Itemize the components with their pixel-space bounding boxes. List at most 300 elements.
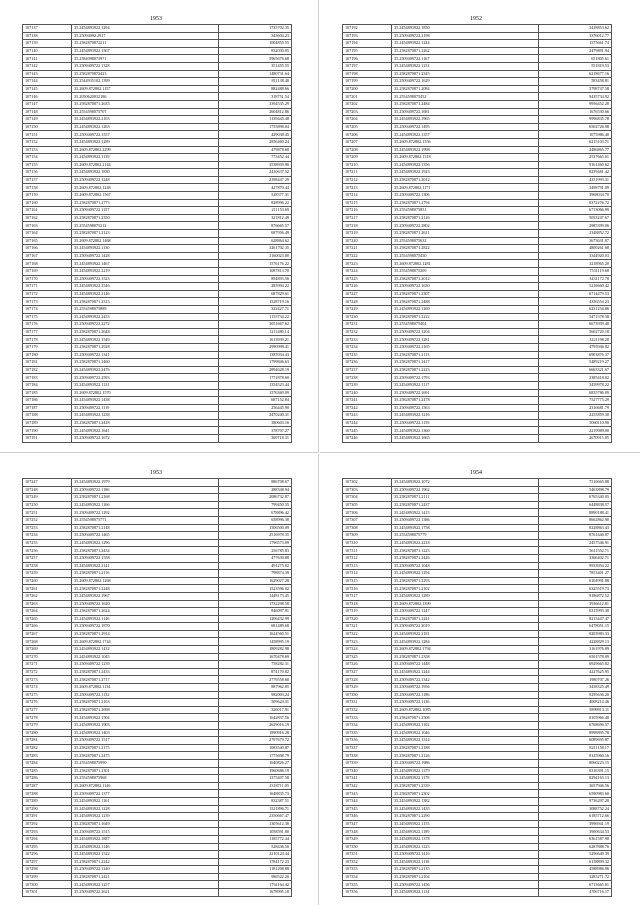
- table-row: [343, 843, 612, 851]
- table-row: [23, 699, 292, 707]
- table-row: [343, 305, 612, 313]
- table-row: [343, 775, 612, 783]
- value-cell: 1890916.28: [219, 729, 292, 737]
- coordinate-cell: 35.2582870871.2188: [392, 744, 539, 752]
- row-id-cell: 107215: [343, 199, 392, 207]
- coordinate-cell: 35.2454893922.1072: [392, 479, 539, 487]
- row-id-cell: 107234: [343, 343, 392, 351]
- coordinate-cell: 35.2454893922.1382: [392, 797, 539, 805]
- table-row: [23, 389, 292, 397]
- value-cell: 321812.49: [219, 214, 292, 222]
- value-cell: 8060223.15: [539, 759, 612, 767]
- table-row: [23, 290, 292, 298]
- value-cell: 583458.81: [539, 78, 612, 86]
- value-cell: 1185772.44: [219, 835, 292, 843]
- row-id-cell: 107156: [23, 169, 72, 177]
- value-cell: 1576369.09: [219, 389, 292, 397]
- row-id-cell: 107324: [343, 646, 392, 654]
- row-id-cell: 107196: [343, 55, 392, 63]
- page-title: 1953: [150, 16, 162, 22]
- value-cell: 986522.20: [219, 873, 292, 881]
- value-cell: 3344920.03: [539, 252, 612, 260]
- row-id-cell: 107230: [343, 313, 392, 321]
- value-cell: 6714479.53: [539, 290, 612, 298]
- coordinate-cell: 35.2554598075632: [392, 237, 539, 245]
- value-cell: 3366402.71: [539, 554, 612, 562]
- coordinate-cell: 35.2582870871.2506: [392, 714, 539, 722]
- row-id-cell: 107278: [23, 714, 72, 722]
- coordinate-cell: 35.2609.872802.1268: [72, 577, 219, 585]
- table-row: [23, 767, 292, 775]
- coordinate-cell: 35.2454893922.1403: [72, 729, 219, 737]
- value-cell: 6218677.16: [539, 70, 612, 78]
- coordinate-cell: 35.2554598075452: [392, 93, 539, 101]
- row-id-cell: 107283: [23, 752, 72, 760]
- value-cell: 2486865.77: [539, 146, 612, 154]
- table-row: [343, 646, 612, 654]
- table-row: [343, 298, 612, 306]
- value-cell: 6231254.86: [539, 305, 612, 313]
- table-row: [343, 184, 612, 192]
- table-row: [23, 600, 292, 608]
- coordinate-cell: 35.2454893922.1118: [392, 858, 539, 866]
- value-cell: 288348.94: [219, 486, 292, 494]
- value-cell: 6089695.87: [539, 737, 612, 745]
- row-id-cell: 107176: [23, 321, 72, 329]
- value-cell: 1642837.56: [219, 714, 292, 722]
- value-cell: 369718.31: [219, 435, 292, 443]
- coordinate-cell: 35.2582870871.2914: [72, 630, 219, 638]
- value-cell: 1528719.16: [219, 298, 292, 306]
- value-cell: 3221198.28: [539, 336, 612, 344]
- table-row: [23, 797, 292, 805]
- row-id-cell: 107309: [343, 532, 392, 540]
- table-row: [343, 554, 612, 562]
- table-row: [23, 684, 292, 692]
- table-row: [23, 169, 292, 177]
- row-id-cell: 107263: [23, 600, 72, 608]
- value-cell: 6501578.09: [539, 653, 612, 661]
- coordinate-cell: 35.2582870871.2928: [72, 343, 219, 351]
- value-cell: 3996941.19: [539, 820, 612, 828]
- coordinate-cell: 35.2582870871.2417: [392, 359, 539, 367]
- table-row: [343, 108, 612, 116]
- value-cell: 6765340.05: [539, 494, 612, 502]
- row-id-cell: 107336: [343, 737, 392, 745]
- page-title: 1954: [470, 470, 482, 476]
- row-id-cell: 107173: [23, 298, 72, 306]
- row-id-cell: 107174: [23, 305, 72, 313]
- row-id-cell: 107246: [343, 435, 392, 443]
- table-row: [23, 479, 292, 487]
- row-id-cell: 107198: [343, 70, 392, 78]
- value-cell: 6590983.60: [539, 790, 612, 798]
- coordinate-cell: 35.2582870872423: [72, 70, 219, 78]
- row-id-cell: 107229: [343, 305, 392, 313]
- value-cell: 5296649.39: [539, 851, 612, 859]
- table-row: [23, 336, 292, 344]
- coordinate-cell: 35.2509409722.1517: [72, 737, 219, 745]
- table-row: [343, 207, 612, 215]
- coordinate-cell: 35.2509409722.1119: [72, 404, 219, 412]
- coordinate-cell: 35.2609.872802.1134: [72, 684, 219, 692]
- coordinate-cell: 35.2509409722.2272: [72, 321, 219, 329]
- row-id-cell: 107308: [343, 524, 392, 532]
- table-row: [23, 516, 292, 524]
- value-cell: 2479891.94: [539, 47, 612, 55]
- row-id-cell: 107348: [343, 828, 392, 836]
- row-id-cell: 107212: [343, 176, 392, 184]
- coordinate-cell: 35.2609.872802.1556: [392, 138, 539, 146]
- row-id-cell: 107310: [343, 539, 392, 547]
- table-row: [343, 313, 612, 321]
- table-row: [343, 737, 612, 745]
- coordinate-cell: 35.2454893922.1131: [72, 381, 219, 389]
- table-row: [343, 169, 612, 177]
- coordinate-cell: 35.2582870871.2126: [392, 214, 539, 222]
- table-row: [343, 116, 612, 124]
- coordinate-cell: 35.2509409722.1136: [392, 699, 539, 707]
- table-row: [23, 820, 292, 828]
- table-row: [23, 714, 292, 722]
- table-row: [23, 524, 292, 532]
- coordinate-cell: 35.2454893922.1244: [392, 40, 539, 48]
- row-id-cell: 107141: [23, 55, 72, 63]
- page-title: 1952: [470, 16, 482, 22]
- value-cell: 687956.49: [219, 230, 292, 238]
- coordinate-cell: 35.2582870871.2242: [72, 858, 219, 866]
- table-row: [23, 93, 292, 101]
- table-row: [23, 509, 292, 517]
- table-row: [343, 176, 612, 184]
- table-row: [343, 608, 612, 616]
- row-id-cell: 107206: [343, 131, 392, 139]
- row-id-cell: 107339: [343, 759, 392, 767]
- coordinate-cell: 35.2509409722.1986: [392, 759, 539, 767]
- table-row: [23, 873, 292, 881]
- value-cell: 2385418.02: [539, 374, 612, 382]
- value-cell: 6287888.76: [539, 843, 612, 851]
- value-cell: 3431172.78: [539, 275, 612, 283]
- coordinate-cell: 35.2509409722.1672: [72, 435, 219, 443]
- row-id-cell: 107297: [23, 858, 72, 866]
- page-top-left: [0, 0, 319, 453]
- coordinate-cell: 35.2554598075212: [72, 222, 219, 230]
- table-row: [23, 623, 292, 631]
- coordinate-cell: 35.2582870871.2437: [392, 501, 539, 509]
- value-cell: 876665.57: [219, 222, 292, 230]
- row-id-cell: 107250: [23, 501, 72, 509]
- table-row: [23, 668, 292, 676]
- value-cell: 3160023.80: [219, 252, 292, 260]
- row-id-cell: 107159: [23, 192, 72, 200]
- value-cell: 3376012.77: [539, 32, 612, 40]
- value-cell: 2990998.41: [219, 343, 292, 351]
- coordinate-cell: 35.2454893922.1178: [392, 775, 539, 783]
- value-cell: 4588986.96: [539, 866, 612, 874]
- row-id-cell: 107314: [343, 570, 392, 578]
- row-id-cell: 107192: [343, 25, 392, 33]
- coordinate-cell: 35.2582870871.2175: [72, 744, 219, 752]
- value-cell: 2316681.79: [539, 404, 612, 412]
- row-id-cell: 107332: [343, 706, 392, 714]
- value-cell: 1083540.87: [219, 744, 292, 752]
- row-id-cell: 107154: [23, 154, 72, 162]
- value-cell: 2219989.00: [539, 427, 612, 435]
- table-row: [343, 131, 612, 139]
- coordinate-cell: 35.2454893922.1263: [72, 123, 219, 131]
- row-id-cell: 107300: [23, 881, 72, 889]
- coordinate-cell: 35.2554598075779: [392, 532, 539, 540]
- coordinate-cell: 35.2509409722.1523: [72, 275, 219, 283]
- row-id-cell: 107239: [343, 381, 392, 389]
- row-id-cell: 107303: [343, 486, 392, 494]
- coordinate-cell: 35.2609.872802.1318: [392, 154, 539, 162]
- value-cell: 681489.68: [219, 623, 292, 631]
- value-cell: 9736297.28: [539, 797, 612, 805]
- table-row: [23, 404, 292, 412]
- row-id-cell: 107142: [23, 62, 72, 70]
- table-row: [343, 245, 612, 253]
- value-cell: 3261702.35: [219, 245, 292, 253]
- row-id-cell: 107178: [23, 336, 72, 344]
- coordinate-cell: 35.2509409722.2802: [392, 222, 539, 230]
- row-id-cell: 107209: [343, 154, 392, 162]
- value-cell: 8761446.07: [539, 532, 612, 540]
- value-cell: 7527775.29: [539, 397, 612, 405]
- value-cell: 1385934.43: [219, 351, 292, 359]
- row-id-cell: 107175: [23, 313, 72, 321]
- table-row: [343, 374, 612, 382]
- value-cell: 6316391.15: [539, 767, 612, 775]
- table-row: [23, 737, 292, 745]
- value-cell: 4706716.17: [539, 889, 612, 897]
- row-id-cell: 107184: [23, 381, 72, 389]
- row-id-cell: 107226: [343, 283, 392, 291]
- row-id-cell: 107288: [23, 790, 72, 798]
- row-id-cell: 107349: [343, 835, 392, 843]
- value-cell: 9933954.22: [539, 562, 612, 570]
- row-id-cell: 107342: [343, 782, 392, 790]
- value-cell: 7531119.68: [539, 268, 612, 276]
- coordinate-cell: 35.2582870871.2123: [72, 230, 219, 238]
- row-id-cell: 107293: [23, 828, 72, 836]
- row-id-cell: 107255: [23, 539, 72, 547]
- table-row: [23, 305, 292, 313]
- value-cell: 1629027.28: [219, 577, 292, 585]
- table-row: [23, 184, 292, 192]
- coordinate-cell: 35.2454893922.1830: [72, 169, 219, 177]
- coordinate-cell: 35.2582870871.2301: [72, 767, 219, 775]
- table-row: [23, 268, 292, 276]
- table-row: [23, 486, 292, 494]
- table-row: [23, 32, 292, 40]
- row-id-cell: 107270: [23, 653, 72, 661]
- value-cell: 5899913.11: [539, 706, 612, 714]
- row-id-cell: 107225: [343, 275, 392, 283]
- coordinate-cell: 35.2582870871.2358: [392, 653, 539, 661]
- value-cell: 1480731.64: [219, 70, 292, 78]
- table-row: [343, 623, 612, 631]
- coordinate-cell: 35.2454893922.2181: [392, 630, 539, 638]
- row-id-cell: 107203: [343, 108, 392, 116]
- coordinate-cell: 35.2454893922.1522: [72, 851, 219, 859]
- table-row: [23, 123, 292, 131]
- table-row: [23, 435, 292, 443]
- coordinate-cell: 35.2609.872802.1171: [392, 184, 539, 192]
- value-cell: 491275.02: [219, 562, 292, 570]
- value-cell: 3968034.70: [539, 192, 612, 200]
- row-id-cell: 107262: [23, 592, 72, 600]
- table-row: [23, 366, 292, 374]
- value-cell: 2348852.72: [539, 230, 612, 238]
- value-cell: 1613939.21: [219, 336, 292, 344]
- row-id-cell: 107329: [343, 684, 392, 692]
- row-id-cell: 107210: [343, 161, 392, 169]
- coordinate-cell: 35.2454893922.1257: [72, 881, 219, 889]
- row-id-cell: 107335: [343, 729, 392, 737]
- row-id-cell: 107327: [343, 668, 392, 676]
- coordinate-cell: 35.2509409722.1186: [72, 486, 219, 494]
- data-table: [342, 478, 612, 897]
- table-row: [23, 706, 292, 714]
- row-id-cell: 107296: [23, 851, 72, 859]
- coordinate-cell: 35.2582870871.2484: [392, 100, 539, 108]
- coordinate-cell: 35.2454893922.1161: [72, 797, 219, 805]
- value-cell: 1155734.22: [219, 313, 292, 321]
- row-id-cell: 107317: [343, 592, 392, 600]
- coordinate-cell: 35.2509409722.1204: [392, 328, 539, 336]
- table-row: [23, 661, 292, 669]
- value-cell: 211153.69: [219, 207, 292, 215]
- table-row: [23, 116, 292, 124]
- value-cell: 887962.85: [219, 684, 292, 692]
- value-cell: 7853401.27: [539, 570, 612, 578]
- coordinate-cell: 35.2454893922.1289: [72, 138, 219, 146]
- value-cell: 5602720.18: [539, 328, 612, 336]
- value-cell: 1980707.26: [539, 676, 612, 684]
- value-cell: 6713665.01: [539, 881, 612, 889]
- table-row: [23, 851, 292, 859]
- row-id-cell: 107272: [23, 668, 72, 676]
- value-cell: 9161460.62: [539, 161, 612, 169]
- table-row: [343, 78, 612, 86]
- value-cell: 256445.90: [219, 404, 292, 412]
- table-row: [23, 275, 292, 283]
- row-id-cell: 107220: [343, 237, 392, 245]
- row-id-cell: 107337: [343, 744, 392, 752]
- row-id-cell: 107227: [343, 290, 392, 298]
- row-id-cell: 107258: [23, 562, 72, 570]
- coordinate-cell: 35.2609.872802.1399: [392, 600, 539, 608]
- table-row: [343, 47, 612, 55]
- value-cell: 2797679.72: [219, 737, 292, 745]
- row-id-cell: 107208: [343, 146, 392, 154]
- coordinate-cell: 35.2582870871.2148: [72, 524, 219, 532]
- row-id-cell: 107266: [23, 623, 72, 631]
- table-row: [343, 532, 612, 540]
- coordinate-cell: 35.2454893922.1504: [72, 714, 219, 722]
- value-cell: 2894628.19: [219, 366, 292, 374]
- table-row: [23, 615, 292, 623]
- coordinate-cell: 35.2554598075450: [392, 252, 539, 260]
- table-row: [343, 138, 612, 146]
- row-id-cell: 107306: [343, 509, 392, 517]
- value-cell: 3459978.22: [539, 381, 612, 389]
- value-cell: 1796573.09: [219, 539, 292, 547]
- row-id-cell: 107167: [23, 252, 72, 260]
- row-id-cell: 107340: [343, 767, 392, 775]
- value-cell: 2350667.47: [219, 813, 292, 821]
- coordinate-cell: 35.2454893922.1887: [72, 835, 219, 843]
- row-id-cell: 107318: [343, 600, 392, 608]
- coordinate-cell: 35.2582870871.2222: [392, 313, 539, 321]
- coordinate-cell: 35.2509409722.1159: [392, 419, 539, 427]
- row-id-cell: 107231: [343, 321, 392, 329]
- table-row: [343, 516, 612, 524]
- table-row: [343, 412, 612, 420]
- value-cell: 846097.91: [219, 608, 292, 616]
- value-cell: 628864.62: [219, 237, 292, 245]
- row-id-cell: 107149: [23, 116, 72, 124]
- table-row: [23, 207, 292, 215]
- table-row: [343, 123, 612, 131]
- row-id-cell: 107291: [23, 813, 72, 821]
- table-row: [23, 108, 292, 116]
- table-row: [343, 759, 612, 767]
- coordinate-cell: 35.2554598075404: [392, 321, 539, 329]
- table-row: [23, 328, 292, 336]
- coordinate-cell: 35.2509409722.1629: [392, 78, 539, 86]
- value-cell: 2985399.06: [539, 222, 612, 230]
- value-cell: 882488.66: [219, 85, 292, 93]
- row-id-cell: 107147: [23, 100, 72, 108]
- value-cell: 5611552.71: [539, 547, 612, 555]
- coordinate-cell: 35.2454893922.1189: [392, 828, 539, 836]
- row-id-cell: 107207: [343, 138, 392, 146]
- value-cell: 8228863.43: [539, 524, 612, 532]
- row-id-cell: 107352: [343, 858, 392, 866]
- value-cell: 1058591.80: [219, 828, 292, 836]
- coordinate-cell: 35.2454893922.1467: [72, 260, 219, 268]
- coordinate-cell: 35.2582870871.2113: [392, 351, 539, 359]
- row-id-cell: 107236: [343, 359, 392, 367]
- coordinate-cell: 35.2454893922.1314: [392, 737, 539, 745]
- row-id-cell: 107188: [23, 412, 72, 420]
- value-cell: 2516978.35: [219, 532, 292, 540]
- table-row: [343, 835, 612, 843]
- table-row: [343, 85, 612, 93]
- value-cell: 3538939.90: [219, 161, 292, 169]
- table-row: [343, 805, 612, 813]
- value-cell: 1670478.69: [219, 653, 292, 661]
- value-cell: 9203983.33: [539, 630, 612, 638]
- coordinate-cell: 35.2454893922.1758: [392, 524, 539, 532]
- table-row: [343, 100, 612, 108]
- coordinate-cell: 35.2454893922.1244: [392, 668, 539, 676]
- value-cell: 1799846.63: [219, 359, 292, 367]
- value-cell: 799450.35: [219, 501, 292, 509]
- value-cell: 5060110.90: [539, 419, 612, 427]
- row-id-cell: 107163: [23, 222, 72, 230]
- coordinate-cell: 35.2582870871.2794: [392, 199, 539, 207]
- table-row: [343, 192, 612, 200]
- value-cell: 6903876.37: [539, 351, 612, 359]
- table-row: [23, 427, 292, 435]
- row-id-cell: 107221: [343, 245, 392, 253]
- table-row: [23, 313, 292, 321]
- coordinate-cell: 35.2582870871.2698: [72, 706, 219, 714]
